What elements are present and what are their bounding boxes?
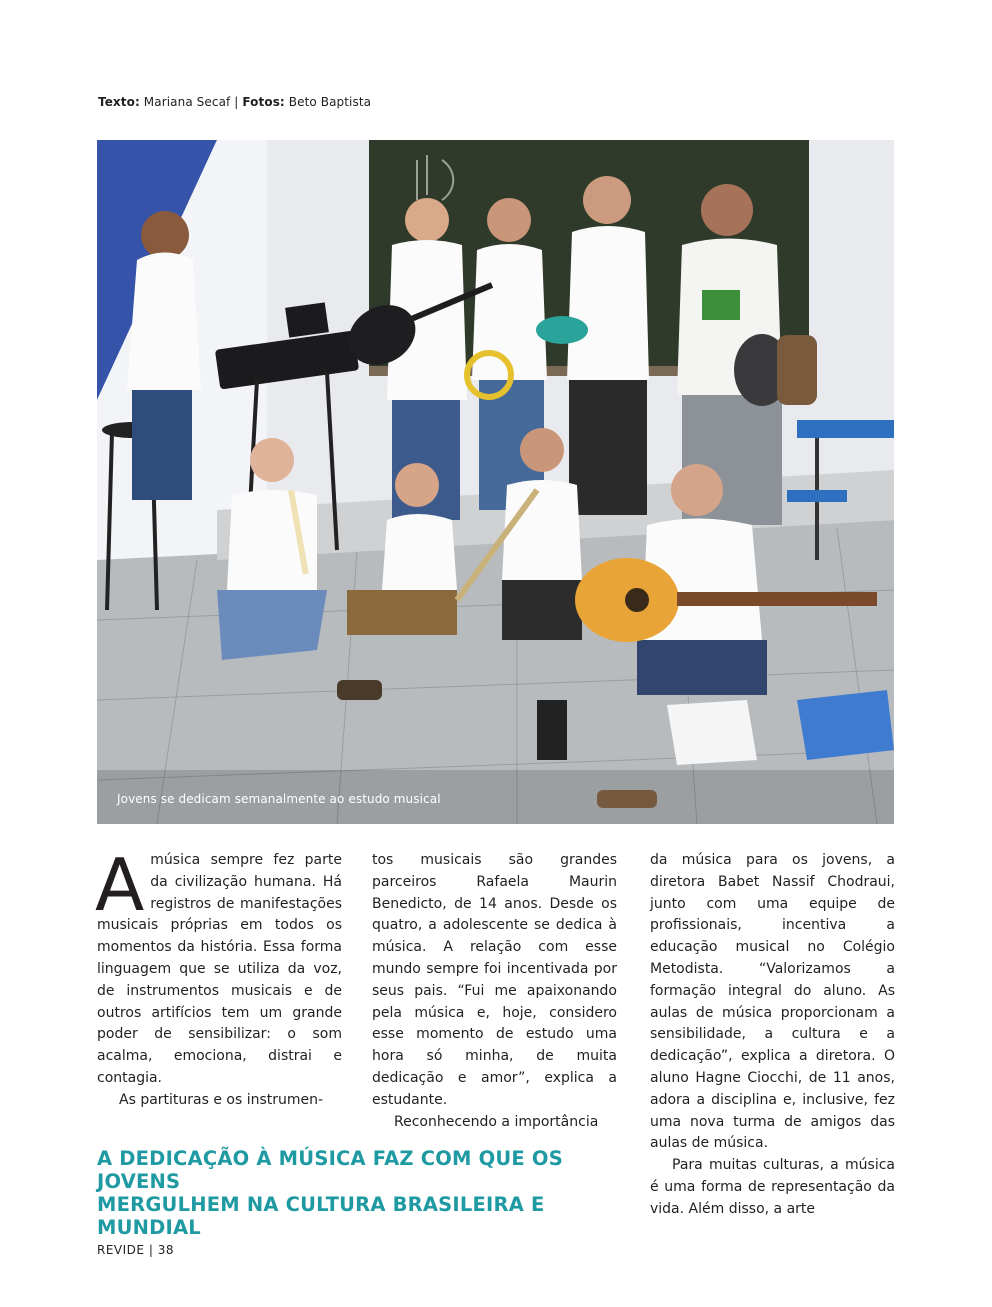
article-column-3 bbox=[650, 850, 895, 1221]
column-3-paragraph-2: Para muitas culturas, a música é uma forma de representação da vida. Além disso, a arte bbox=[650, 1157, 895, 1217]
magazine-name: REVIDE bbox=[97, 1243, 145, 1257]
column-3-paragraph-1: da música para os jovens, a diretora Babet Nassif Chodraui, junto com uma equipe de profissionais, incentiva a educação musical no Colégio Metodista. “Valorizamos a formação integral do aluno. As aulas de música proporcionam a sensibilidade, a cultura e a dedicação”, explica a diretora. O aluno Hagne Ciocchi, de 11 anos, adora a disciplina e, inclusive, fez uma nova turma de amigos das aulas de música. bbox=[650, 852, 895, 1152]
article-column-1 bbox=[95, 843, 342, 1112]
group-photo-illustration bbox=[97, 140, 894, 824]
credit-separator: | bbox=[234, 95, 239, 109]
column-2-paragraph-1: tos musicais são grandes parceiros Rafaela Maurin Benedicto, de 14 anos. Desde os quatro, a adolescente se dedica à música. A relação com esse mundo sempre foi incentivada por seus pais. “Fui me apaixonando pela música e, hoje, considero esse momento de estudo uma hora só minha, de muita dedicação e amor”, explica a estudante. bbox=[372, 852, 617, 1108]
column-2-paragraph-2: Reconhecendo a importância bbox=[394, 1113, 599, 1130]
pull-quote-line-2: MERGULHEM NA CULTURA BRASILEIRA E MUNDIAL bbox=[97, 1193, 545, 1239]
page-folio bbox=[97, 1243, 174, 1257]
column-1-paragraph-1: música sempre fez parte da civilização humana. Há registros de manifestações musicais próprias em todos os momentos da história. Essa forma linguagem que se utiliza da voz, de instrumentos musicais e de outros artifícios tem um grande poder de sensibilizar: o som acalma, emociona, distrai e contagia. bbox=[97, 852, 342, 1086]
page-number: 38 bbox=[157, 1243, 174, 1257]
pull-quote-line-1: A DEDICAÇÃO À MÚSICA FAZ COM QUE OS JOVENS bbox=[97, 1147, 563, 1193]
pull-quote bbox=[97, 1147, 627, 1239]
photo-credit-author: Beto Baptista bbox=[288, 95, 372, 109]
article-column-2 bbox=[372, 850, 617, 1133]
column-1-paragraph-2: As partituras e os instrumen- bbox=[119, 1091, 324, 1108]
photo-credit-label: Fotos: bbox=[242, 95, 285, 109]
text-credit-label: Texto: bbox=[98, 95, 140, 109]
photo-caption: Jovens se dedicam semanalmente ao estudo musical bbox=[117, 792, 441, 806]
group-photo bbox=[97, 140, 894, 824]
folio-separator: | bbox=[148, 1243, 154, 1257]
text-credit-author: Mariana Secaf bbox=[143, 95, 231, 109]
article-paragraph bbox=[95, 843, 342, 1090]
drop-cap: A bbox=[95, 843, 145, 927]
photo-credits bbox=[98, 95, 371, 109]
